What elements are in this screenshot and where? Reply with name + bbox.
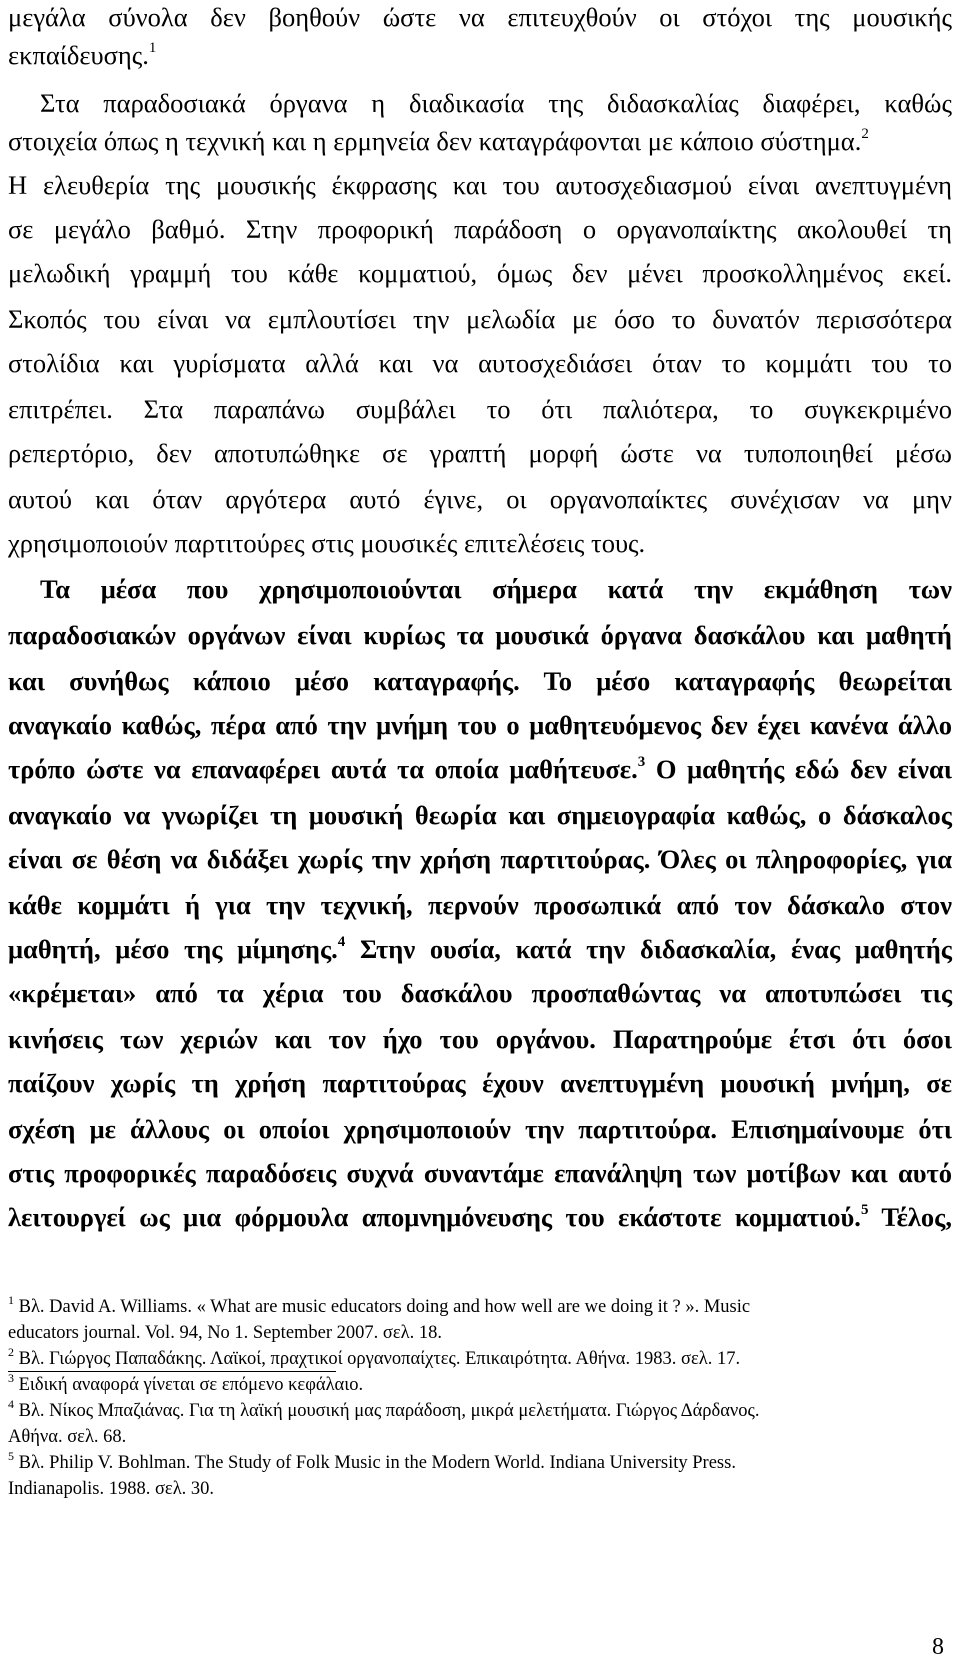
text-line-content: λειτουργεί ως μια φόρμουλα απομνημόνευσης του εκάστοτε κομματιού.: [8, 1202, 861, 1232]
text-line: [8, 0, 952, 34]
footnote-text: Βλ. David A. Williams. « What are music educators doing and how well are we doing it ? ». Music: [18, 1297, 751, 1317]
text-line: [8, 1022, 952, 1056]
text-line: [8, 1156, 952, 1190]
text-line: [8, 1066, 952, 1100]
footnote-reference[interactable]: 3: [637, 754, 646, 770]
text-line: [8, 302, 952, 336]
text-line: [8, 168, 952, 202]
footnote-reference[interactable]: 2: [861, 126, 869, 142]
footnote-reference[interactable]: 5: [860, 1202, 869, 1218]
text-line-content: μελωδική γραμμή του κάθε κομματιού, όμως δεν μένει προσκολλημένος εκεί.: [8, 258, 952, 288]
text-line: [40, 572, 952, 606]
footnote-text: Indianapolis. 1988. σελ. 30.: [8, 1479, 215, 1499]
text-line: [8, 708, 952, 742]
text-line: [8, 664, 952, 698]
footnote-line: [8, 1476, 958, 1502]
footnote-number: 4: [8, 1397, 14, 1411]
text-line: [8, 752, 952, 786]
text-line-content: Στα παραδοσιακά όργανα η διαδικασία της διδασκαλίας διαφέρει, καθώς: [40, 88, 952, 118]
text-line: [8, 392, 952, 426]
text-line: [8, 976, 952, 1010]
text-line: [8, 888, 952, 922]
text-line: [8, 124, 952, 158]
footnote-reference[interactable]: 1: [148, 40, 157, 56]
text-line-content: και συνήθως κάποιο μέσο καταγραφής. Το μέσο καταγραφής θεωρείται: [8, 666, 952, 696]
text-line-content: κάθε κομμάτι ή για την τεχνική, περνούν προσωπικά από τον δάσκαλο στον: [8, 890, 952, 920]
text-line-content: παίζουν χωρίς τη χρήση παρτιτούρας έχουν ανεπτυγμένη μουσική μνήμη, σε: [8, 1068, 952, 1098]
text-line-content: τρόπο ώστε να επαναφέρει αυτά τα οποία μαθήτευσε.: [8, 754, 638, 784]
text-line-content: είναι σε θέση να διδάξει χωρίς την χρήση παρτιτούρας. Όλες οι πληροφορίες, για: [8, 844, 952, 874]
text-line: [8, 256, 952, 290]
footnote-text: Βλ. Philip V. Bohlman. The Study of Folk Music in the Modern World. Indiana University Press.: [18, 1453, 736, 1473]
footnote-number: 5: [8, 1449, 14, 1463]
text-line: [40, 86, 952, 120]
text-line: [8, 346, 952, 380]
text-line: [8, 526, 952, 560]
text-line: [8, 212, 952, 246]
text-line: [8, 1112, 952, 1146]
text-line-continuation: Τέλος,: [868, 1202, 952, 1232]
text-line-content: αυτού και όταν αργότερα αυτό έγινε, οι οργανοπαίκτες συνέχισαν να μην: [8, 484, 952, 514]
text-line-content: σε μεγάλο βαθμό. Στην προφορική παράδοση ο οργανοπαίκτης ακολουθεί τη: [8, 214, 952, 244]
footnote-line: [8, 1294, 958, 1320]
text-line: [8, 798, 952, 832]
footnote-text: educators journal. Vol. 94, No 1. September 2007. σελ. 18.: [8, 1323, 443, 1343]
text-line-content: Η ελευθερία της μουσικής έκφρασης και του αυτοσχεδιασμού είναι ανεπτυγμένη: [8, 170, 952, 200]
text-line-content: χρησιμοποιούν παρτιτούρες στις μουσικές επιτελέσεις τους.: [8, 528, 646, 558]
text-line-content: εκπαίδευσης.: [8, 40, 149, 70]
footnote-number: 3: [8, 1371, 14, 1385]
text-line-content: αναγκαίο να γνωρίζει τη μουσική θεωρία και σημειογραφία καθώς, ο δάσκαλος: [8, 800, 952, 830]
text-line-content: αναγκαίο καθώς, πέρα από την μνήμη του ο μαθητευόμενος δεν έχει κανένα άλλο: [8, 710, 952, 740]
text-line-content: παραδοσιακών οργάνων είναι κυρίως τα μουσικά όργανα δασκάλου και μαθητή: [8, 620, 952, 650]
text-line-content: «κρέμεται» από τα χέρια του δασκάλου προσπαθώντας να αποτυπώσει τις: [8, 978, 952, 1008]
page-number: 8: [932, 1634, 944, 1660]
text-line-content: Σκοπός του είναι να εμπλουτίσει την μελωδία με όσο το δυνατόν περισσότερα: [8, 304, 952, 334]
footnote-text: Ειδική αναφορά γίνεται σε επόμενο κεφάλαιο.: [18, 1375, 364, 1395]
footnote-line: [8, 1424, 958, 1450]
text-line-content: ρεπερτόριο, δεν αποτυπώθηκε σε γραπτή μορφή ώστε να τυποποιηθεί μέσω: [8, 438, 952, 468]
footnote-text: Βλ. Νίκος Μπαζιάνας. Για τη λαϊκή μουσική μας παράδοση, μικρά μελετήματα. Γιώργος Δάρδανος.: [18, 1401, 760, 1421]
text-line: [8, 482, 952, 516]
footnote-number: 1: [8, 1293, 14, 1307]
footnote-line: [8, 1450, 958, 1476]
footnote-line: [8, 1346, 958, 1372]
text-line: [8, 932, 952, 966]
text-line-content: στοιχεία όπως η τεχνική και η ερμηνεία δεν καταγράφονται με κάποιο σύστημα.: [8, 126, 862, 156]
footnote-line: [8, 1398, 958, 1424]
text-line: [8, 1200, 952, 1234]
footnote-text: Βλ. Γιώργος Παπαδάκης. Λαϊκοί, πραχτικοί οργανοπαίχτες. Επικαιρότητα. Αθήνα. 1983. σελ. 17.: [18, 1349, 741, 1369]
text-line-content: μεγάλα σύνολα δεν βοηθούν ώστε να επιτευχθούν οι στόχοι της μουσικής: [8, 2, 952, 32]
text-line-content: στολίδια και γυρίσματα αλλά και να αυτοσχεδιάσει όταν το κομμάτι του το: [8, 348, 952, 378]
footnote-text: Αθήνα. σελ. 68.: [8, 1427, 127, 1447]
text-line-content: σχέση με άλλους οι οποίοι χρησιμοποιούν την παρτιτούρα. Επισημαίνουμε ότι: [8, 1114, 952, 1144]
text-line-continuation: Ο μαθητής εδώ δεν είναι: [645, 754, 952, 784]
footnote-reference[interactable]: 4: [337, 934, 346, 950]
footnote-line: [8, 1320, 958, 1346]
text-line: [8, 436, 952, 470]
footnote-number: 2: [8, 1345, 14, 1359]
text-line-content: στις προφορικές παραδόσεις συχνά συναντάμε επανάληψη των μοτίβων και αυτό: [8, 1158, 952, 1188]
text-line-content: επιτρέπει. Στα παραπάνω συμβάλει το ότι παλιότερα, το συγκεκριμένο: [8, 394, 952, 424]
text-line: [8, 842, 952, 876]
text-line-content: μαθητή, μέσο της μίμησης.: [8, 934, 338, 964]
text-line-continuation: Στην ουσία, κατά την διδασκαλία, ένας μαθητής: [345, 934, 952, 964]
text-line: [8, 38, 952, 72]
footnote-line: [8, 1372, 958, 1398]
text-line: [8, 618, 952, 652]
text-line-content: κινήσεις των χεριών και τον ήχο του οργάνου. Παρατηρούμε έτσι ότι όσοι: [8, 1024, 952, 1054]
text-line-content: Τα μέσα που χρησιμοποιούνται σήμερα κατά την εκμάθηση των: [40, 574, 952, 604]
